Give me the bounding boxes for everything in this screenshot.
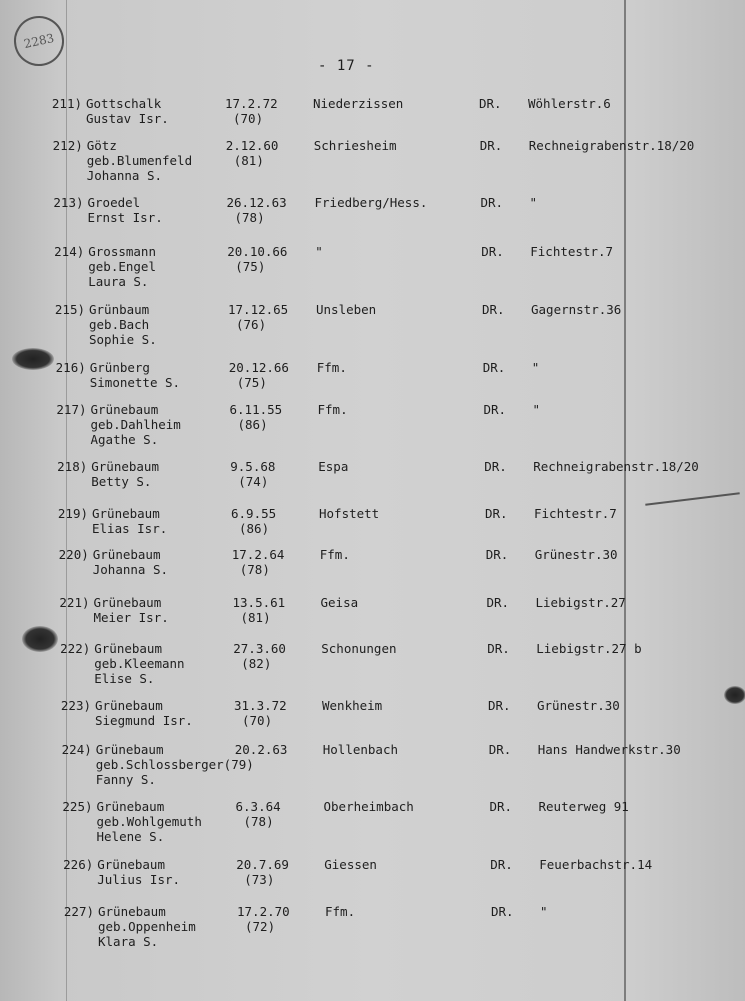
person-name-line: Grünebaum [91, 459, 159, 474]
dr-marker: DR. [488, 698, 511, 713]
entry-number: 219) [57, 506, 88, 521]
street-address: Grünestr.30 [537, 698, 620, 713]
age: (72) [245, 919, 276, 934]
entry-number: 216) [55, 360, 86, 375]
street-address: Fichtestr.7 [530, 244, 614, 259]
age: (86) [239, 521, 270, 536]
person-name-line: Fanny S. [95, 772, 156, 787]
dr-marker: DR. [490, 857, 513, 872]
street-address: " [540, 904, 548, 919]
street-address: Liebigstr.27 b [536, 641, 642, 656]
birth-place: Ffm. [316, 360, 347, 375]
birth-date: 20.12.66 [228, 360, 289, 375]
person-name-line: Grünebaum [95, 742, 164, 757]
person-name-line: Grünebaum [97, 857, 165, 872]
birth-place: Schriesheim [313, 138, 397, 153]
person-name [94, 595, 169, 625]
person-name [96, 742, 254, 787]
birth-date: 20.7.69 [236, 857, 289, 872]
person-name [88, 244, 156, 289]
person-name-line: geb.Engel [88, 259, 156, 274]
street-address: Grünestr.30 [534, 547, 618, 562]
entry-number: 211) [51, 96, 82, 111]
dr-marker: DR. [487, 641, 510, 656]
entry-number: 223) [60, 698, 91, 713]
person-name-line: Grünberg [89, 360, 150, 375]
person-name-line: Groedel [87, 195, 141, 210]
person-name-line: Simonette S. [89, 375, 181, 390]
age: (74) [238, 474, 269, 489]
person-name [87, 138, 192, 183]
pencil-mark [645, 492, 740, 506]
birth-place: Unsleben [316, 302, 377, 317]
birth-date: 17.2.70 [237, 904, 290, 919]
birth-date: 13.5.61 [232, 595, 286, 610]
birth-place: Giessen [324, 857, 377, 872]
street-address: " [529, 195, 538, 210]
archive-stamp-number: 2283 [22, 30, 56, 52]
street-address: Hans Handwerkstr.30 [537, 742, 681, 757]
person-name-line: Grünebaum [93, 595, 162, 610]
person-name [97, 857, 180, 887]
entry-number: 227) [63, 904, 94, 919]
dr-marker: DR. [479, 96, 502, 111]
birth-place: Friedberg/Hess. [314, 195, 428, 210]
person-name-line: Grossmann [88, 244, 156, 259]
person-name [92, 506, 167, 536]
birth-place: Espa [318, 459, 349, 474]
person-name-line: Meier Isr. [93, 610, 169, 625]
birth-date: 6.9.55 [231, 506, 277, 521]
person-name-line: Sophie S. [89, 332, 157, 347]
birth-date: 20.2.63 [234, 742, 288, 757]
person-name-line: Klara S. [98, 934, 159, 949]
age: (81) [240, 610, 271, 625]
person-name-line: Ernst Isr. [87, 210, 163, 225]
person-name-line: geb.Oppenheim [98, 919, 196, 934]
age: (76) [236, 317, 267, 332]
entry-number: 222) [60, 641, 91, 656]
street-address: Feuerbachstr.14 [539, 857, 653, 872]
person-name-line: Elise S. [94, 671, 155, 686]
person-name [95, 698, 193, 728]
birth-place: Ffm. [317, 402, 348, 417]
person-name [89, 302, 157, 347]
dr-marker: DR. [488, 742, 512, 757]
street-address: Rechneigrabenstr.18/20 [528, 138, 695, 153]
person-name [93, 547, 168, 577]
entry-number: 214) [54, 244, 85, 259]
age: (81) [233, 153, 264, 168]
birth-date: 6.3.64 [235, 799, 281, 814]
birth-date: 9.5.68 [230, 459, 276, 474]
age: (75) [236, 375, 267, 390]
entry-number: 225) [62, 799, 93, 814]
birth-date: 17.2.72 [225, 96, 278, 111]
street-address: Rechneigrabenstr.18/20 [533, 459, 699, 474]
birth-date: 2.12.60 [225, 138, 279, 153]
street-address: Wöhlerstr.6 [528, 96, 611, 111]
dr-marker: DR. [489, 799, 513, 814]
person-name-line: geb.Wohlgemuth [96, 814, 202, 829]
person-name-line: Gustav Isr. [86, 111, 169, 126]
person-name [91, 459, 159, 489]
age: (86) [237, 417, 268, 432]
entry-number: 213) [53, 195, 84, 210]
birth-place: Ffm. [319, 547, 350, 562]
age: (70) [242, 713, 273, 728]
age: (78) [234, 210, 265, 225]
dr-marker: DR. [485, 547, 509, 562]
birth-place: Niederzissen [313, 96, 404, 111]
birth-place: Oberheimbach [323, 799, 414, 814]
person-name [90, 360, 180, 390]
dr-marker: DR. [486, 595, 510, 610]
person-name-line: geb.Kleemann [94, 656, 185, 671]
person-name-line: geb.Dahlheim [90, 417, 181, 432]
dr-marker: DR. [482, 302, 505, 317]
dr-marker: DR. [485, 506, 508, 521]
street-address: " [532, 402, 541, 417]
age: (82) [241, 656, 272, 671]
person-name-line: Grünebaum [92, 506, 160, 521]
birth-place: Wenkheim [322, 698, 383, 713]
birth-place: Ffm. [325, 904, 356, 919]
entry-number: 218) [57, 459, 88, 474]
entry-number: 226) [63, 857, 94, 872]
person-name [91, 402, 181, 447]
birth-place: Hofstett [319, 506, 380, 521]
person-name [86, 96, 169, 126]
person-name-line: Julius Isr. [97, 872, 181, 887]
entry-number: 212) [52, 138, 83, 153]
birth-date: 17.2.64 [231, 547, 285, 562]
birth-date: 27.3.60 [233, 641, 286, 656]
person-name-line: geb.Bach [89, 317, 150, 332]
entry-number: 215) [54, 302, 85, 317]
person-name-line: Grünebaum [96, 799, 165, 814]
person-name-line: Grünebaum [92, 547, 161, 562]
dr-marker: DR. [480, 195, 504, 210]
dr-marker: DR. [481, 244, 504, 259]
person-name-line: Betty S. [91, 474, 152, 489]
person-name-line: Grünebaum [94, 641, 162, 656]
street-address: Gagernstr.36 [531, 302, 622, 317]
dr-marker: DR. [479, 138, 503, 153]
age: (78) [243, 814, 274, 829]
dr-marker: DR. [482, 360, 506, 375]
entry-number: 220) [58, 547, 89, 562]
birth-date: 17.12.65 [228, 302, 289, 317]
age: (78) [239, 562, 270, 577]
street-address: Fichtestr.7 [534, 506, 617, 521]
entry-number: 221) [59, 595, 90, 610]
person-name-line: Siegmund Isr. [95, 713, 193, 728]
birth-place: Schonungen [321, 641, 397, 656]
person-name-line: Laura S. [88, 274, 149, 289]
birth-date: 26.12.63 [226, 195, 287, 210]
person-name-line: Grünbaum [89, 302, 150, 317]
person-name-line: Grünebaum [98, 904, 166, 919]
ink-blot [724, 686, 745, 704]
person-name-line: Johanna S. [92, 562, 169, 577]
birth-date: 6.11.55 [229, 402, 283, 417]
person-name-line: Johanna S. [86, 168, 163, 183]
street-address: Liebigstr.27 [535, 595, 626, 610]
archive-stamp [9, 11, 68, 70]
person-name-line: geb.Schlossberger(79) [95, 757, 254, 772]
birth-date: 20.10.66 [227, 244, 288, 259]
birth-date: 31.3.72 [234, 698, 287, 713]
birth-place: Hollenbach [322, 742, 399, 757]
person-name [97, 799, 202, 844]
page-number: - 17 - [318, 58, 375, 74]
age: (73) [244, 872, 275, 887]
dr-marker: DR. [483, 402, 507, 417]
age: (70) [233, 111, 264, 126]
person-name-line: Grünebaum [95, 698, 163, 713]
birth-place: Geisa [320, 595, 359, 610]
entry-number: 217) [56, 402, 87, 417]
person-name [94, 641, 184, 686]
entry-number: 224) [61, 742, 92, 757]
person-name [98, 904, 196, 949]
person-name [88, 195, 163, 225]
person-name-line: Grünebaum [90, 402, 159, 417]
person-name-line: Elias Isr. [92, 521, 168, 536]
street-address: " [531, 360, 540, 375]
street-address: Reuterweg 91 [538, 799, 629, 814]
person-name-line: Helene S. [96, 829, 165, 844]
person-name-line: Gottschalk [86, 96, 162, 111]
person-name-line: geb.Blumenfeld [86, 153, 193, 168]
dr-marker: DR. [484, 459, 507, 474]
age: (75) [235, 259, 266, 274]
dr-marker: DR. [491, 904, 514, 919]
birth-place: " [315, 244, 323, 259]
person-name-line: Götz [86, 138, 117, 153]
person-name-line: Agathe S. [90, 432, 159, 447]
